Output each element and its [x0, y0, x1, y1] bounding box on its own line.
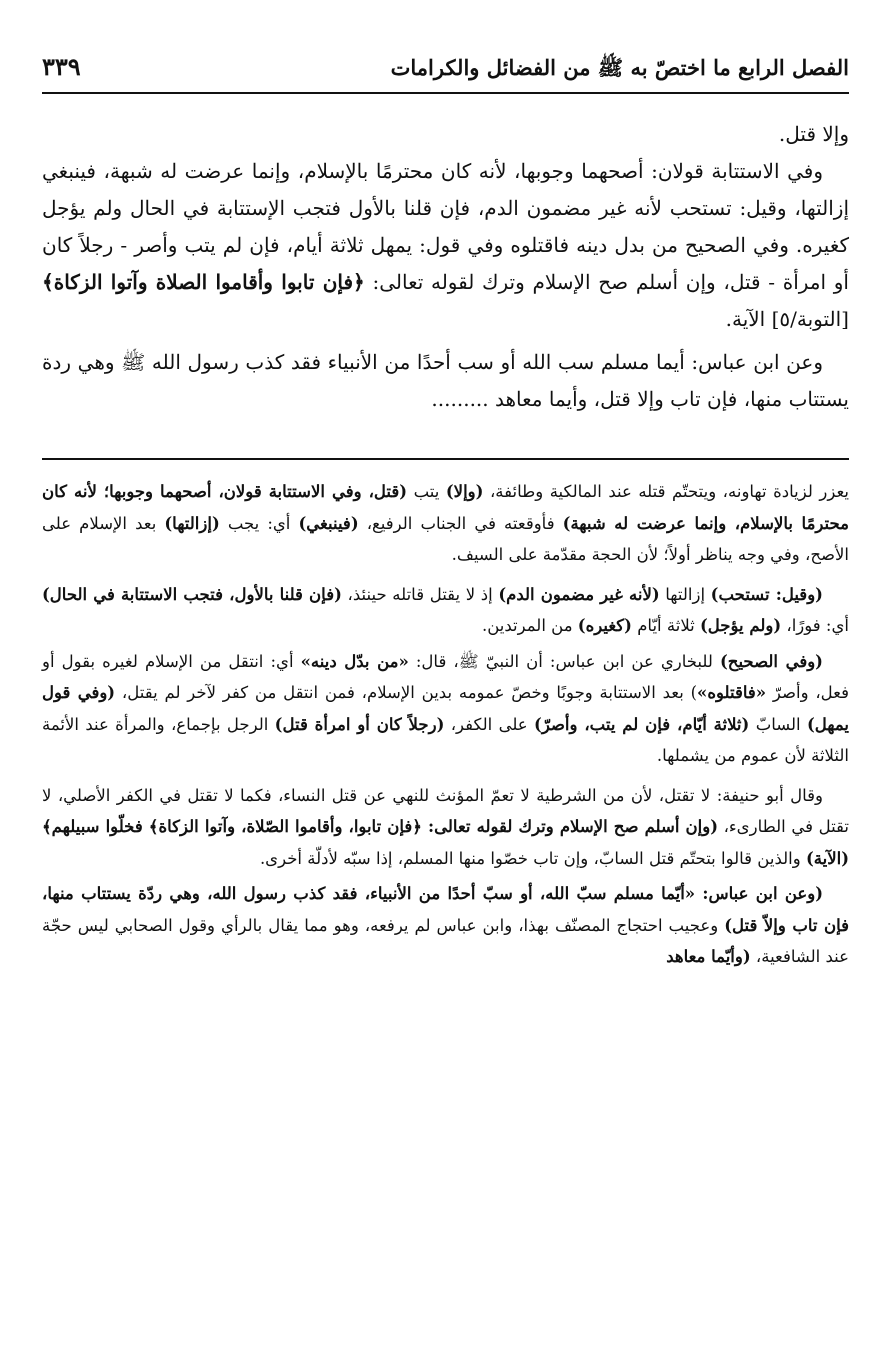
commentary-span: السابّ — [749, 714, 807, 734]
commentary-paragraph — [42, 579, 849, 642]
main-paragraph — [42, 344, 849, 418]
quoted-text: (فإن قلنا بالأول، فتجب الاستتابة في الحال) — [42, 584, 342, 604]
quoted-text: (ثلاثة أيّام، فإن لم يتب، وأصرّ) — [534, 714, 750, 734]
quoted-text: «من بدّل دينه» — [300, 651, 409, 671]
quoted-text: (إزالتها) — [164, 513, 220, 533]
chapter-title: الفصل الرابع ما اختصّ به ﷺ من الفضائل والكرامات — [390, 55, 849, 80]
commentary-span: يتب — [407, 482, 446, 501]
main-text — [42, 116, 849, 418]
main-text-span: وإلا قتل. — [778, 122, 849, 146]
commentary-span: أي: انتقل من الإسلام لغيره بقول أو فعل، وأصرّ — [42, 651, 850, 702]
main-text-span: وعن ابن عباس: أيما مسلم سب الله أو سب أحدًا من الأنبياء فقد كذب رسول الله ﷺ وهي ردة يستتاب منها، فإن تاب وإلا قتل، وأيما معاهد ......... — [42, 350, 849, 411]
commentary — [42, 476, 849, 973]
quoted-text: (وإلا) — [445, 482, 484, 501]
commentary-span: أي: يجب — [219, 513, 299, 533]
quoted-text: (وإن أسلم صح الإسلام وترك لقوله تعالى: ﴿فإن تابوا، وأقاموا الصّلاة، وآتوا الزكاة﴾ فخلّوا سبيلهم﴾ (الآية) — [42, 817, 849, 868]
quoted-text: (وعن ابن عباس: «أيّما مسلم سبّ الله، أو سبّ أحدًا من الأنبياء، فقد كذب رسول الله، وهي ردّة يستتاب منها، فإن تاب وإلاّ قتل) — [42, 884, 849, 935]
commentary-span: فأوقعته في الجناب الرفيع، — [358, 513, 563, 533]
commentary-span: أي: فورًا، — [781, 616, 849, 635]
quoted-text: (وأيّما معاهد — [666, 947, 751, 966]
main-paragraph — [42, 116, 849, 153]
quoted-text: «فاقتلوه» — [697, 683, 767, 702]
commentary-paragraph — [42, 476, 849, 571]
main-text-span: وفي الاستتابة قولان: أصحهما وجوبها، لأنه كان محترمًا بالإسلام، وإنما عرضت له شبهة، فينبغي إزالتها، وقيل: تستحب لأنه غير مضمون الدم، فإن قلنا بالأول فتجب الإستتابة في الحال ولم يؤجل كغيره. وفي الصحيح من بدل دينه فاقتلوه وفي قول: يمهل ثلاثة أيام، فإن لم يتب وأصر - رجلاً كان أو امرأة - قتل، وإن أسلم صح الإسلام وترك لقوله تعالى: — [42, 159, 849, 294]
commentary-span: إذ لا يقتل قاتله حينئذ، — [341, 584, 499, 604]
quoted-text: (لأنه غير مضمون الدم) — [498, 584, 660, 604]
footnote-divider — [42, 458, 849, 460]
commentary-span: وقال أبو حنيفة: لا تقتل، لأن من الشرطية لا تعمّ المؤنث للنهي عن قتل النساء، فكما لا تقتل في الكفر الأصلي، لا تقتل في الطارىء، — [42, 785, 849, 836]
quran-verse: ﴿فإن تابوا وأقاموا الصلاة وآتوا الزكاة﴾ — [42, 270, 365, 294]
commentary-span: يعزر لزيادة تهاونه، ويتحتّم قتله عند المالكية وطائفة، — [483, 482, 850, 501]
commentary-paragraph — [42, 878, 849, 973]
quoted-text: (رجلاً كان أو امرأة قتل) — [274, 714, 445, 734]
commentary-paragraph — [42, 780, 849, 875]
quoted-text: (ولم يؤجل) — [700, 616, 782, 635]
verse-reference: [التوبة/٥] الآية. — [725, 307, 849, 331]
quoted-text: (وفي قول يمهل) — [42, 683, 849, 734]
commentary-span: الرجل بإجماع، والمرأة عند الأئمة الثلاثة لأن عموم من يشملها. — [42, 714, 849, 765]
commentary-span: ) بعد الاستتابة وجوبًا وخصّ عمومه بدين الإسلام، فمن انتقل من كفر لآخر لم يقتل، — [115, 683, 698, 702]
commentary-span: على الكفر، — [444, 714, 535, 734]
commentary-span: والذين قالوا بتحتّم قتل السابّ، وإن تاب خصّوا منها المسلم، إذا سبّه لأدلّة أخرى. — [259, 848, 806, 868]
commentary-span: بعد الإسلام على الأصح، وفي وجه يناظر أولاً؛ لأن الحجة مقدّمة على السيف. — [42, 513, 849, 564]
commentary-span: ثلاثة أيّام — [631, 616, 700, 635]
quoted-text: (وقيل: تستحب) — [710, 584, 823, 604]
page-number: ٣٣٩ — [42, 52, 81, 81]
quoted-text: (كغيره) — [577, 616, 632, 635]
commentary-span: من المرتدين. — [482, 616, 578, 635]
running-header — [42, 52, 849, 94]
commentary-span: إزالتها — [659, 584, 711, 604]
quoted-text: (وفي الصحيح) — [719, 651, 823, 671]
quoted-text: (فينبغي) — [298, 513, 359, 533]
commentary-span: للبخاري عن ابن عباس: أن النبيّ ﷺ، قال: — [408, 651, 720, 671]
quoted-text: (قتل، وفي الاستتابة قولان، أصحهما وجوبها؛ لأنه كان محترمًا بالإسلام، وإنما عرضت له شبهة) — [42, 482, 849, 533]
commentary-span: وعجيب احتجاج المصنّف بهذا، وابن عباس لم يرفعه، وهو مما يقال بالرأي وقول الصحابي ليس حجّة عند الشافعية، — [42, 915, 849, 966]
commentary-paragraph — [42, 646, 849, 772]
main-paragraph — [42, 153, 849, 338]
